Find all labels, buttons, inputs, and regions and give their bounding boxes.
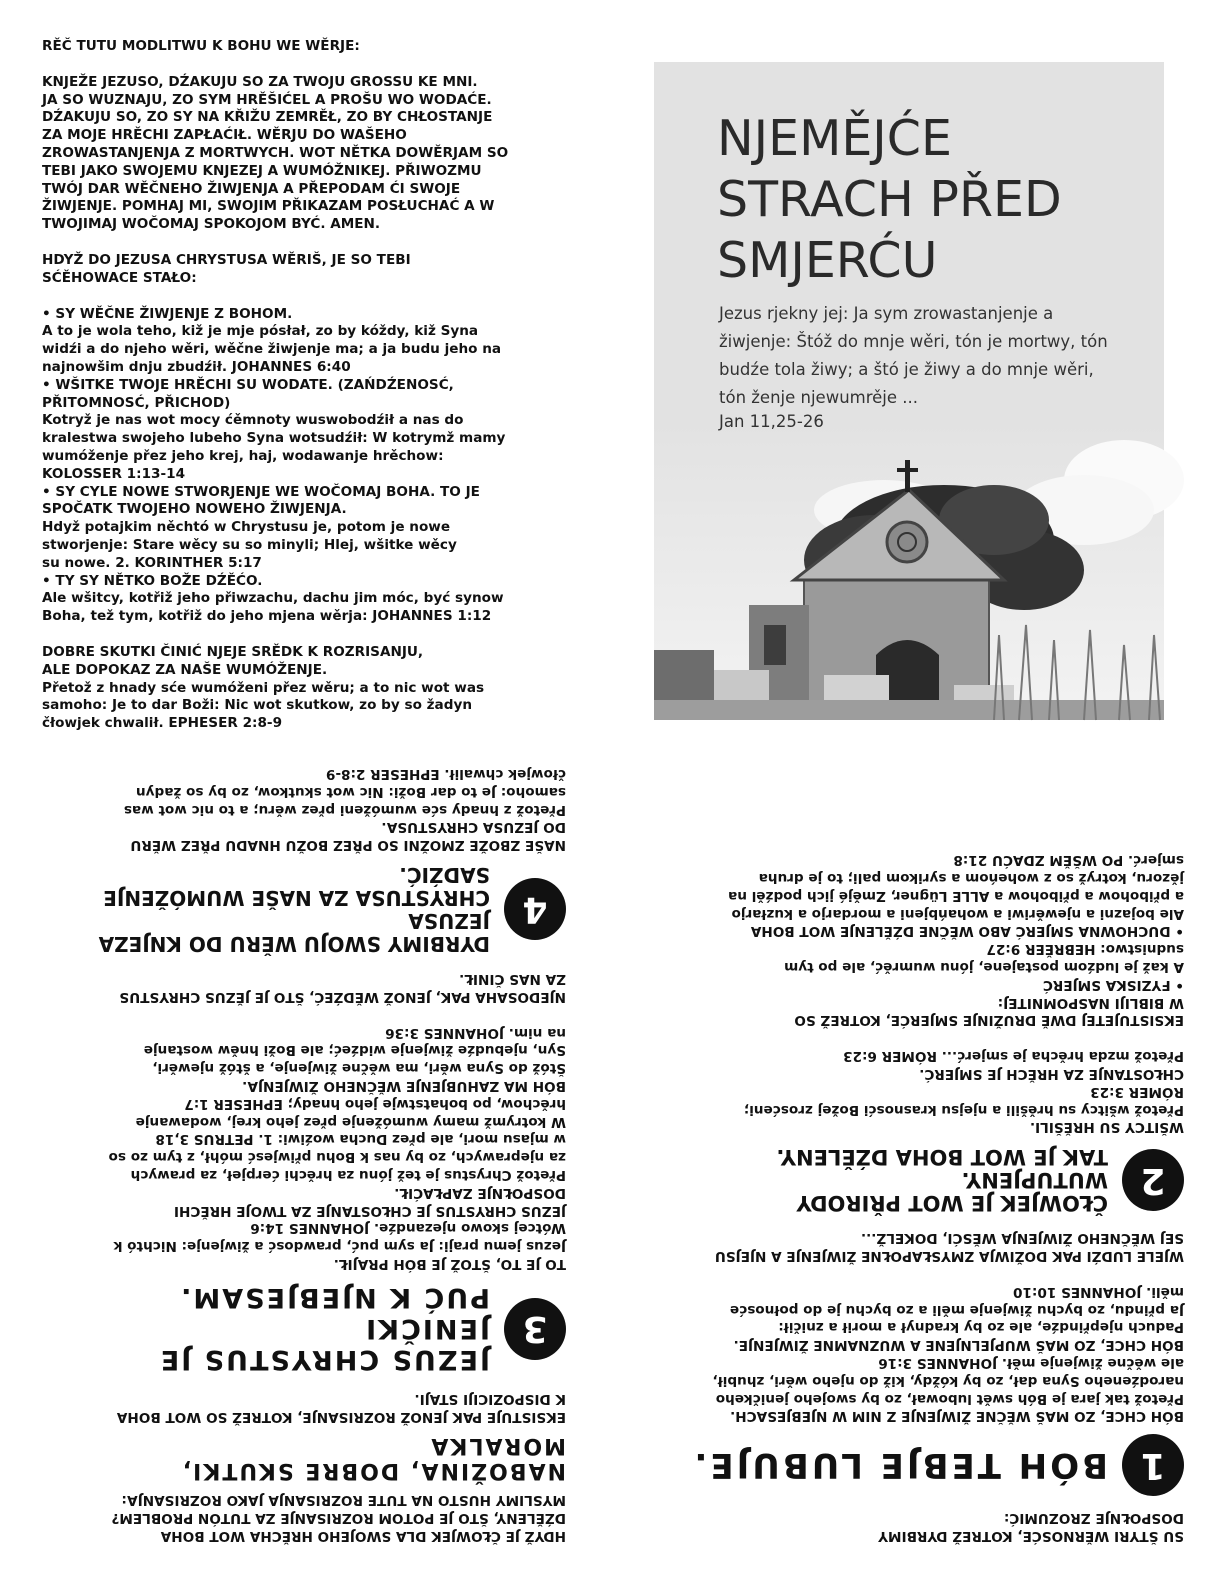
step-3-line: DOSPOŁNJE ZAPŁAĆIŁ. <box>394 1184 566 1201</box>
solutions-note: EKSISTUJE PAK JENOŽ ROZRISANJE, KOTREŽ SO WOT BOHA <box>116 1408 566 1425</box>
step-3-title-line: JEZUS CHRYSTUS JE JENIČKI <box>158 1313 490 1376</box>
chapel-graveyard-illustration <box>654 420 1164 720</box>
prayer-intro: RĚČ TUTU MODLITWU K BOHU WE WĚRJE: <box>42 38 360 54</box>
step-3-subtitle: TO JE TO, ŠTOŽ JE BÓH PRAJIŁ. <box>333 1256 566 1273</box>
step-3-line: Syn, njebudźe žiwjenje widźeć; ale Boži hněw wostanje <box>143 1042 566 1059</box>
step-2-title <box>656 1145 1108 1214</box>
step-1-line: Přetož tak jara je Bóh swět lubował, zo by swojeho jeničkeho <box>715 1390 1184 1407</box>
cover-page <box>612 0 1224 792</box>
step-3-line: hrěchow, po bohatstwje jeho hnady; EPHESER 1:7 <box>184 1095 566 1112</box>
prayer-text <box>42 38 572 733</box>
after-line: A to je wola teho, kiž je mje pósłał, zo by kóždy, kiž Syna <box>42 323 479 340</box>
step-2-line: • DUCHOWNA SMJERĆ ABO WĚČNE DŹĚLENJE WOT BOHA <box>750 923 1184 940</box>
step-number-badge: 3 <box>504 1298 566 1360</box>
after-line: kralestwa swojeho lubeho Syna wotsudźił: W kotrymž mamy <box>42 430 506 447</box>
step-2-line: Ale bojazni a njewěriwi a wohańbjeni a mordarjo a kuzłarjo <box>731 905 1184 922</box>
prayer-line: ŽIWJENJE. POMHAJ MI, SWOJIM PŘIKAZAM POSŁUCHAĆ A W <box>42 198 495 215</box>
step-3-line: za njeprawych, zo by nas k Bohu přiwjesć móhł, z tym zo so <box>108 1149 566 1166</box>
after-line: wumóženje přez jeho krej, haj, wodawanje hrěchow: <box>42 447 444 464</box>
works-title: DOBRE SKUTKI ČINIĆ NJEJE SRĚDK K ROZRISANJU, <box>42 643 424 660</box>
prayer-line: TWÓJ DAR WĚČNEHO ŽIWJENJA A PŘEPODAM ĆI SWOJE <box>42 180 461 197</box>
truths-intro: SU ŠTYRI WĚRNOSĆE, KOTREŽ DYRBIMY <box>878 1528 1184 1544</box>
works-line: čłowjek chwalił. EPHESER 2:8-9 <box>42 715 283 732</box>
step-3-title-line: PUĆ K NJEBJESAM. <box>179 1282 490 1314</box>
step-1-line: BÓH CHCE, ZO MAŠ WĚČNE ŽIWJENJE Z NIM W NJEBJESACH. <box>730 1408 1184 1425</box>
prayer-line: ZA MOJE HRĚCHI ZAPŁAĆIŁ. WĚRJU DO WAŠEHO <box>42 127 407 144</box>
step-3-line: Štóž do Syna wěri, ma wěčne žiwjenje, a štóž njewěri, <box>152 1060 566 1077</box>
step-1-line: ale wěčne žiwjenje měł. JOHANNES 3:16 <box>878 1355 1184 1372</box>
step-2-line: Přetož wšitcy su hrěšili a njejsu krasnosći Božej zrosćeni; <box>743 1101 1184 1118</box>
steps-3-4-page <box>0 766 612 1584</box>
cover-verse-reference: Jan 11,25-26 <box>719 412 824 431</box>
works-line: samoho: Je to dar Boži: Nic wot skutkow, zo by so žadyn <box>42 697 473 714</box>
step-3-line: BÓH MA ZAHUBJENJE WĚČNEHO ŽIWJENJA. <box>242 1078 566 1095</box>
step-number-badge: 2 <box>1122 1149 1184 1211</box>
step-2-line: sudnistwo: HEBRĚER 9:27 <box>986 941 1184 958</box>
step-1-title: BÓH TEBJE LUBUJE. <box>691 1445 1108 1486</box>
cover-panel <box>654 62 1164 720</box>
step-4 <box>44 863 566 955</box>
step-number-badge: 1 <box>1122 1434 1184 1496</box>
step-2-line: A kaž je ludźom postajene, jónu wumrěć, ale po tym <box>784 959 1184 976</box>
cover-verse: Jezus rjekny jej: Ja sym zrowastanjenje a žiwjenje: Štóž do mnje wěri, tón je mortwy, tón budźe tola žiwy; a štó je žiwy a do mnje wěri, tón ženje njewumrěje ... <box>719 304 1108 407</box>
after-line: KOLOSSER 1:13-14 <box>42 465 186 482</box>
prayer-line: DŹAKUJU SO, ZO SY NA KŘIŽU ZEMRĚŁ, ZO BY CHŁOSTANJE <box>42 109 493 126</box>
after-line: Boha, tež tym, kotřiž do jeho mjena wěrja: JOHANNES 1:12 <box>42 608 492 625</box>
step-3-line: Wótcej skowo njezandźe. JOHANNES 14:6 <box>250 1220 566 1237</box>
step-3-line: Jezus jemu praji: Ja sym puć, prawdosć a žiwjenje: Nichtó k <box>113 1238 566 1255</box>
prayer-line: ZROWASTANJENJA Z MORTWYCH. WOT NĚTKA DOWĚRJAM SO <box>42 144 509 161</box>
step-4-title <box>44 863 490 955</box>
solutions-intro: DŹĚLENY, ŠTO JE POTOM ROZRISANJE ZA TUTÓN PROBLEM? <box>111 1510 566 1527</box>
step-number-badge: 4 <box>504 878 566 940</box>
step-3-line: W kotrymž mamy wumóženje přez jeho krej, wodawanje <box>135 1113 566 1130</box>
step-4-line: samoho: Je to dar Boži: Nic wot skutkow, zo by so žadyn <box>135 783 566 800</box>
step-3-line: Přetož Chrystus je tež jónu za hrěchi ćerpjeł, za prawych <box>130 1167 566 1184</box>
after-title: HDYŽ DO JEZUSA CHRYSTUSA WĚRIŠ, JE SO TEBI <box>42 251 411 268</box>
step-1-line: BÓH CHCE, ZO MAŠ WUPJELNJENE A WUZNAMNE ŽIWJENJE. <box>733 1337 1184 1354</box>
prayer-line: TEBI JAKO SWOJEMU KNJEZEJ A WUMÓŽNIKEJ. PŘIWOZMU <box>42 162 482 179</box>
steps-1-2-page <box>612 792 1224 1584</box>
after-line: Hdyž potajkim něchtó w Chrystusu je, potom je nowe <box>42 519 451 536</box>
cover-title-line: STRACH PŘED <box>717 171 1062 228</box>
after-line: • WŠITKE TWOJE HRĚCHI SU WODATE. (ZAŃDŹENOSĆ, <box>42 376 454 393</box>
after-line: stworjenje: Stare wěcy su so minyli; Hlej, wšitke wěcy <box>42 536 457 553</box>
solutions-heading: NABOŽINA, DOBRE SKUTKI, MORALKA <box>180 1432 566 1483</box>
solutions-note: K DISPOZICIJI STAJI. <box>414 1390 566 1407</box>
truths-intro: DOSPOŁNJE ZROZUMIĆ: <box>1003 1510 1184 1527</box>
step-2-line: W BIBLIJI NASPOMNITEJ: <box>997 994 1184 1011</box>
step-2-line: CHŁOSTANJE ZA HRĚCH JE SMJERĆ. <box>919 1066 1184 1083</box>
after-line: • TY SY NĚTKO BOŽE DŹĚĆO. <box>42 572 263 589</box>
step-3-line: JEZUS CHRYSTUS JE CHŁOSTANJE ZA TWOJE HRĚCHI <box>173 1202 566 1219</box>
step-2-title-line: TAK JE WOT BOHA DŹĚLENY. <box>776 1145 1108 1170</box>
step-4-line: Přetož z hnady sće wumóženi přez wěru; a to nic wot was <box>123 801 566 818</box>
step-3-line: NJEDOSAHA PAK, JENOŽ WĚDŹEĆ, ŠTO JE JĚZUS CHRYSTUS <box>119 988 566 1005</box>
after-line: • SY WĚČNE ŽIWJENJE Z BOHOM. <box>42 305 293 322</box>
cover-title <box>717 108 1137 291</box>
solutions-intro: HDYŽ JE ČŁOWJEK DLA SWOJEHO HRĚCHA WOT BOHA <box>160 1528 566 1544</box>
step-3-line: na nim. JOHANNES 3:36 <box>385 1024 566 1041</box>
step-2 <box>656 1145 1184 1214</box>
works-title: ALE DOPOKAZ ZA NAŠE WUMÓŽENJE. <box>42 661 328 678</box>
step-3-line: w mjasu mori, ale přez Ducha woźiwi: 1. PETRUS 3,18 <box>155 1131 566 1148</box>
after-line: Ale wšitcy, kotřiž jeho přiwzachu, dachu jim móc, być synow <box>42 590 504 607</box>
step-2-line: RÓMER 3:23 <box>1090 1083 1184 1100</box>
step-4-title-line: DYRBIMY SWOJU WĚRU DO KNJEZA JEZUSA <box>98 909 490 957</box>
prayer-line: KNJEŽE JEZUSO, DŹAKUJU SO ZA TWOJU GROSSU KE MNI. <box>42 73 478 90</box>
after-line: • SY CYLE NOWE STWORJENJE WE WOČOMAJ BOHA. TO JE <box>42 483 480 500</box>
step-2-line: • FYZISKA SMJERĆ <box>1042 976 1184 993</box>
prayer-page <box>0 0 612 792</box>
after-line: SPOČATK TWOJEHO NOWEHO ŽIWJENJA. <box>42 501 347 518</box>
cover-title-line: NJEMĚJĆE <box>717 110 952 167</box>
step-1-line: WJELE LUDŹI PAK DOŽIWJA ZMYSŁAPOŁNE ŽIWJENJE A NJEJSU <box>714 1248 1184 1265</box>
step-1-line: Ja přindu, zo bychu žiwjenje měli a zo bychu je do połnosće <box>729 1301 1184 1318</box>
after-title: SĆĚHOWACE STAŁO: <box>42 269 197 286</box>
step-3-line: ZA NAS ČINIŁ. <box>459 971 566 988</box>
step-2-title-line: ČŁOWJEK JE WOT PŘIRODY WUTUPJENY. <box>796 1168 1108 1216</box>
solutions-intro: MYSLIMY HUSTO NA TUTE ROZRISANJA JAKO ROZRISANJA: <box>121 1492 566 1509</box>
after-line: su nowe. 2. KORINTHER 5:17 <box>42 554 262 571</box>
step-1-line: narodźeneho Syna dał, zo by kóždy, kiž do njeho wěri, zhubił, <box>712 1372 1184 1389</box>
step-1-line: měli. JOHANNES 10:10 <box>1013 1283 1184 1300</box>
step-1-line: SEJ WĚČNEHO ŽIWJENJA WĚSĆI, DOKELŽ... <box>860 1230 1184 1247</box>
step-2-line: jězoru, kotryž so z woheńom a syrikom pali; to je druha <box>758 870 1184 887</box>
step-2-line: a přibohow a přibohow a ALLE Lügner, Změjé jich podźěl na <box>728 887 1184 904</box>
prayer-line: JA SO WUZNAJU, ZO SYM HRĚŠIĆEL A PROŠU WO WODAĆE. <box>42 91 492 108</box>
after-line: Kotryž je nas wot mocy ćěmnoty wuswobodźił a nas do <box>42 412 464 429</box>
works-line: Přetož z hnady sće wumóženi přez wěru; a to nic wot was <box>42 679 485 696</box>
step-4-line: DO JEZUSA CHRYSTUSA. <box>381 819 566 836</box>
step-1 <box>656 1434 1184 1496</box>
prayer-line: TWOJIMAJ WOČOMAJ SPOKOJOM BYĆ. AMEN. <box>42 216 381 233</box>
step-4-line: čłowjek chwalił. EPHESER 2:8-9 <box>325 766 566 783</box>
step-2-line: smjerć. PO WŠĚM ZDAĆU 21:8 <box>953 852 1184 869</box>
step-3-title <box>44 1282 490 1375</box>
after-line: najnowšim dnju zbudźił. JOHANNES 6:40 <box>42 358 351 375</box>
step-3 <box>44 1282 566 1375</box>
step-1-line: Paduch njepřindźe, ale zo by kradnył a morił a zničił: <box>778 1319 1184 1336</box>
step-2-line: WŠITCY SU HRĚŠILI. <box>1029 1119 1184 1136</box>
step-4-title-line: CHRYSTUSA ZA NAŠE WUMÓŽENJE SADŹIĆ. <box>103 863 490 911</box>
after-line: widźi a do njeho wěri, wěčne žiwjenje ma; a ja budu jeho na <box>42 341 502 358</box>
after-line: PŘITOMNOSĆ, PŘICHOD) <box>42 394 231 411</box>
step-4-line: NAŠE ZBOŽE ZMOŽNI SO PŘEZ BOŽU HNADU PŘEZ WĚRU <box>130 837 566 854</box>
step-2-line: EKSISTUJETEJ DWĚ DRUŽINJE SMJERĆE, KOTREŽ SO <box>794 1012 1184 1029</box>
cover-title-line: SMJERĆU <box>717 232 938 289</box>
step-2-line: Přetož mzda hrěcha je smjerć... RÓMER 6:23 <box>843 1048 1184 1065</box>
